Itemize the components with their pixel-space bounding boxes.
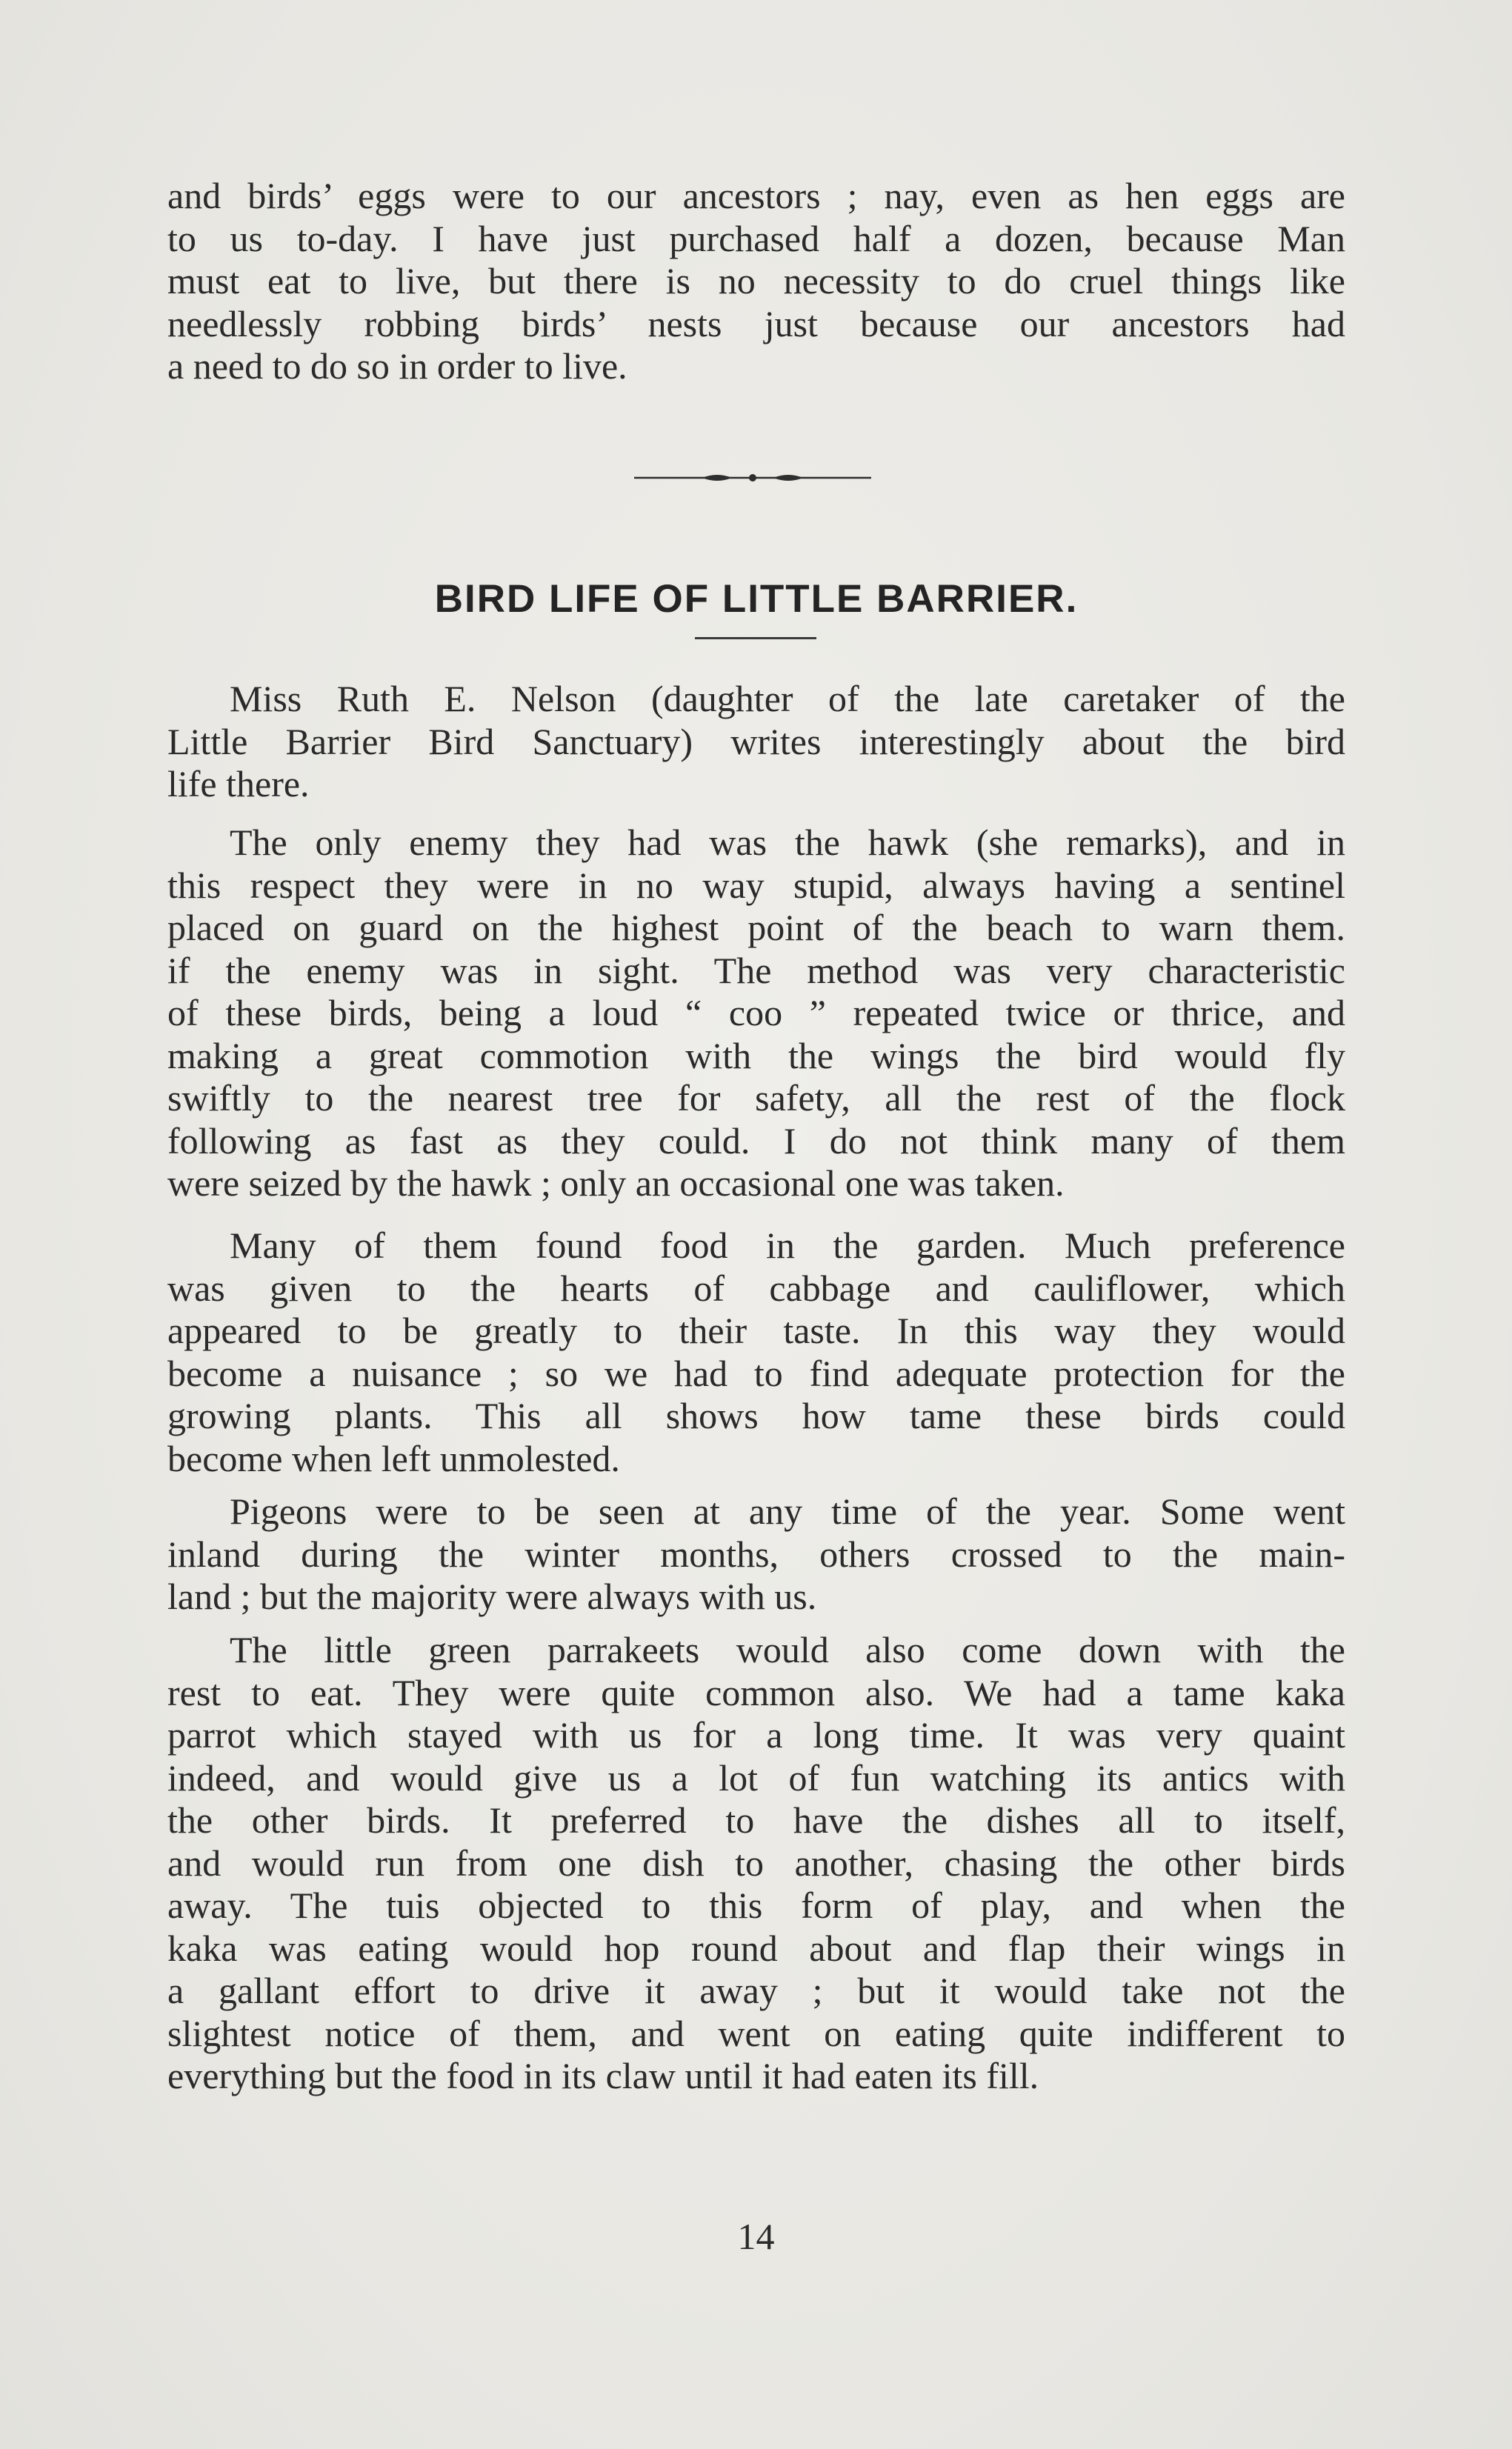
text-line: must eat to live, but there is no necessity to do cruel things like: [167, 260, 1345, 301]
text-line: Many of them found food in the garden. Much preference: [230, 1224, 1345, 1266]
paragraph-text: [167, 1629, 1345, 2098]
text-line: were seized by the hawk ; only an occasional one was taken.: [167, 1162, 1065, 1204]
text-line: slightest notice of them, and went on eating quite indifferent to: [167, 2012, 1345, 2054]
text-line: Pigeons were to be seen at any time of the year. Some went: [230, 1490, 1345, 1532]
text-line: and would run from one dish to another, chasing the other birds: [167, 1842, 1345, 1884]
article-heading: BIRD LIFE OF LITTLE BARRIER.: [434, 577, 1079, 621]
paragraph-text: [167, 822, 1345, 1205]
text-line: The only enemy they had was the hawk (she remarks), and in: [230, 822, 1345, 863]
text-line: a gallant effort to drive it away ; but it would take not the: [167, 1970, 1345, 2011]
text-line: to us to-day. I have just purchased half a dozen, because Man: [167, 217, 1345, 259]
text-line: become when left unmolested.: [167, 1437, 620, 1479]
text-line: become a nuisance ; so we had to find adequate protection for the: [167, 1352, 1345, 1394]
article-paragraph: [167, 678, 1345, 806]
text-line: a need to do so in order to live.: [167, 345, 627, 387]
continuation-paragraph: [167, 175, 1345, 388]
heading-underline: [695, 637, 816, 639]
paragraph-text: [167, 1490, 1345, 1619]
text-line: kaka was eating would hop round about and flap their wings in: [167, 1927, 1345, 1969]
text-line: away. The tuis objected to this form of play, and when the: [167, 1885, 1345, 1926]
text-line: was given to the hearts of cabbage and cauliflower, which: [167, 1267, 1345, 1309]
article-paragraph: [167, 1224, 1345, 1480]
text-line: placed on guard on the highest point of the beach to warn them.: [167, 907, 1345, 948]
text-line: and birds’ eggs were to our ancestors ; nay, even as hen eggs are: [167, 175, 1345, 216]
text-line: if the enemy was in sight. The method was very characteristic: [167, 949, 1345, 991]
article-paragraph: [167, 822, 1345, 1205]
text-line: inland during the winter months, others crossed to the main-: [167, 1533, 1345, 1575]
text-line: Miss Ruth E. Nelson (daughter of the late caretaker of the: [230, 678, 1345, 719]
article-paragraph: [167, 1629, 1345, 2098]
text-line: appeared to be greatly to their taste. In this way they would: [167, 1310, 1345, 1351]
text-line: making a great commotion with the wings the bird would fly: [167, 1034, 1345, 1076]
text-line: indeed, and would give us a lot of fun watching its antics with: [167, 1756, 1345, 1799]
text-line: of these birds, being a loud “ coo ” repeated twice or thrice, and: [167, 992, 1345, 1033]
text-line: parrot which stayed with us for a long time. It was very quaint: [167, 1714, 1345, 1756]
paragraph-text: [167, 175, 1345, 388]
text-line: swiftly to the nearest tree for safety, all the rest of the flock: [167, 1077, 1345, 1119]
paragraph-text: [167, 1224, 1345, 1480]
text-line: rest to eat. They were quite common also. We had a tame kaka: [167, 1671, 1345, 1713]
text-line: needlessly robbing birds’ nests just because our ancestors had: [167, 302, 1345, 344]
text-line: the other birds. It preferred to have the dishes all to itself,: [167, 1799, 1345, 1841]
section-divider-ornament: [634, 463, 871, 493]
text-line: The little green parrakeets would also come down with the: [230, 1629, 1345, 1670]
text-line: following as fast as they could. I do not think many of them: [167, 1119, 1345, 1162]
page-number: 14: [737, 2216, 775, 2257]
text-line: Little Barrier Bird Sanctuary) writes interestingly about the bird: [167, 720, 1345, 762]
text-line: life there.: [167, 763, 310, 804]
paragraph-text: [167, 678, 1345, 806]
text-line: this respect they were in no way stupid, always having a sentinel: [167, 864, 1345, 906]
text-line: growing plants. This all shows how tame these birds could: [167, 1395, 1345, 1436]
article-paragraph: [167, 1490, 1345, 1619]
text-line: everything but the food in its claw until it had eaten its fill.: [167, 2055, 1039, 2096]
text-line: land ; but the majority were always with us.: [167, 1576, 817, 1617]
